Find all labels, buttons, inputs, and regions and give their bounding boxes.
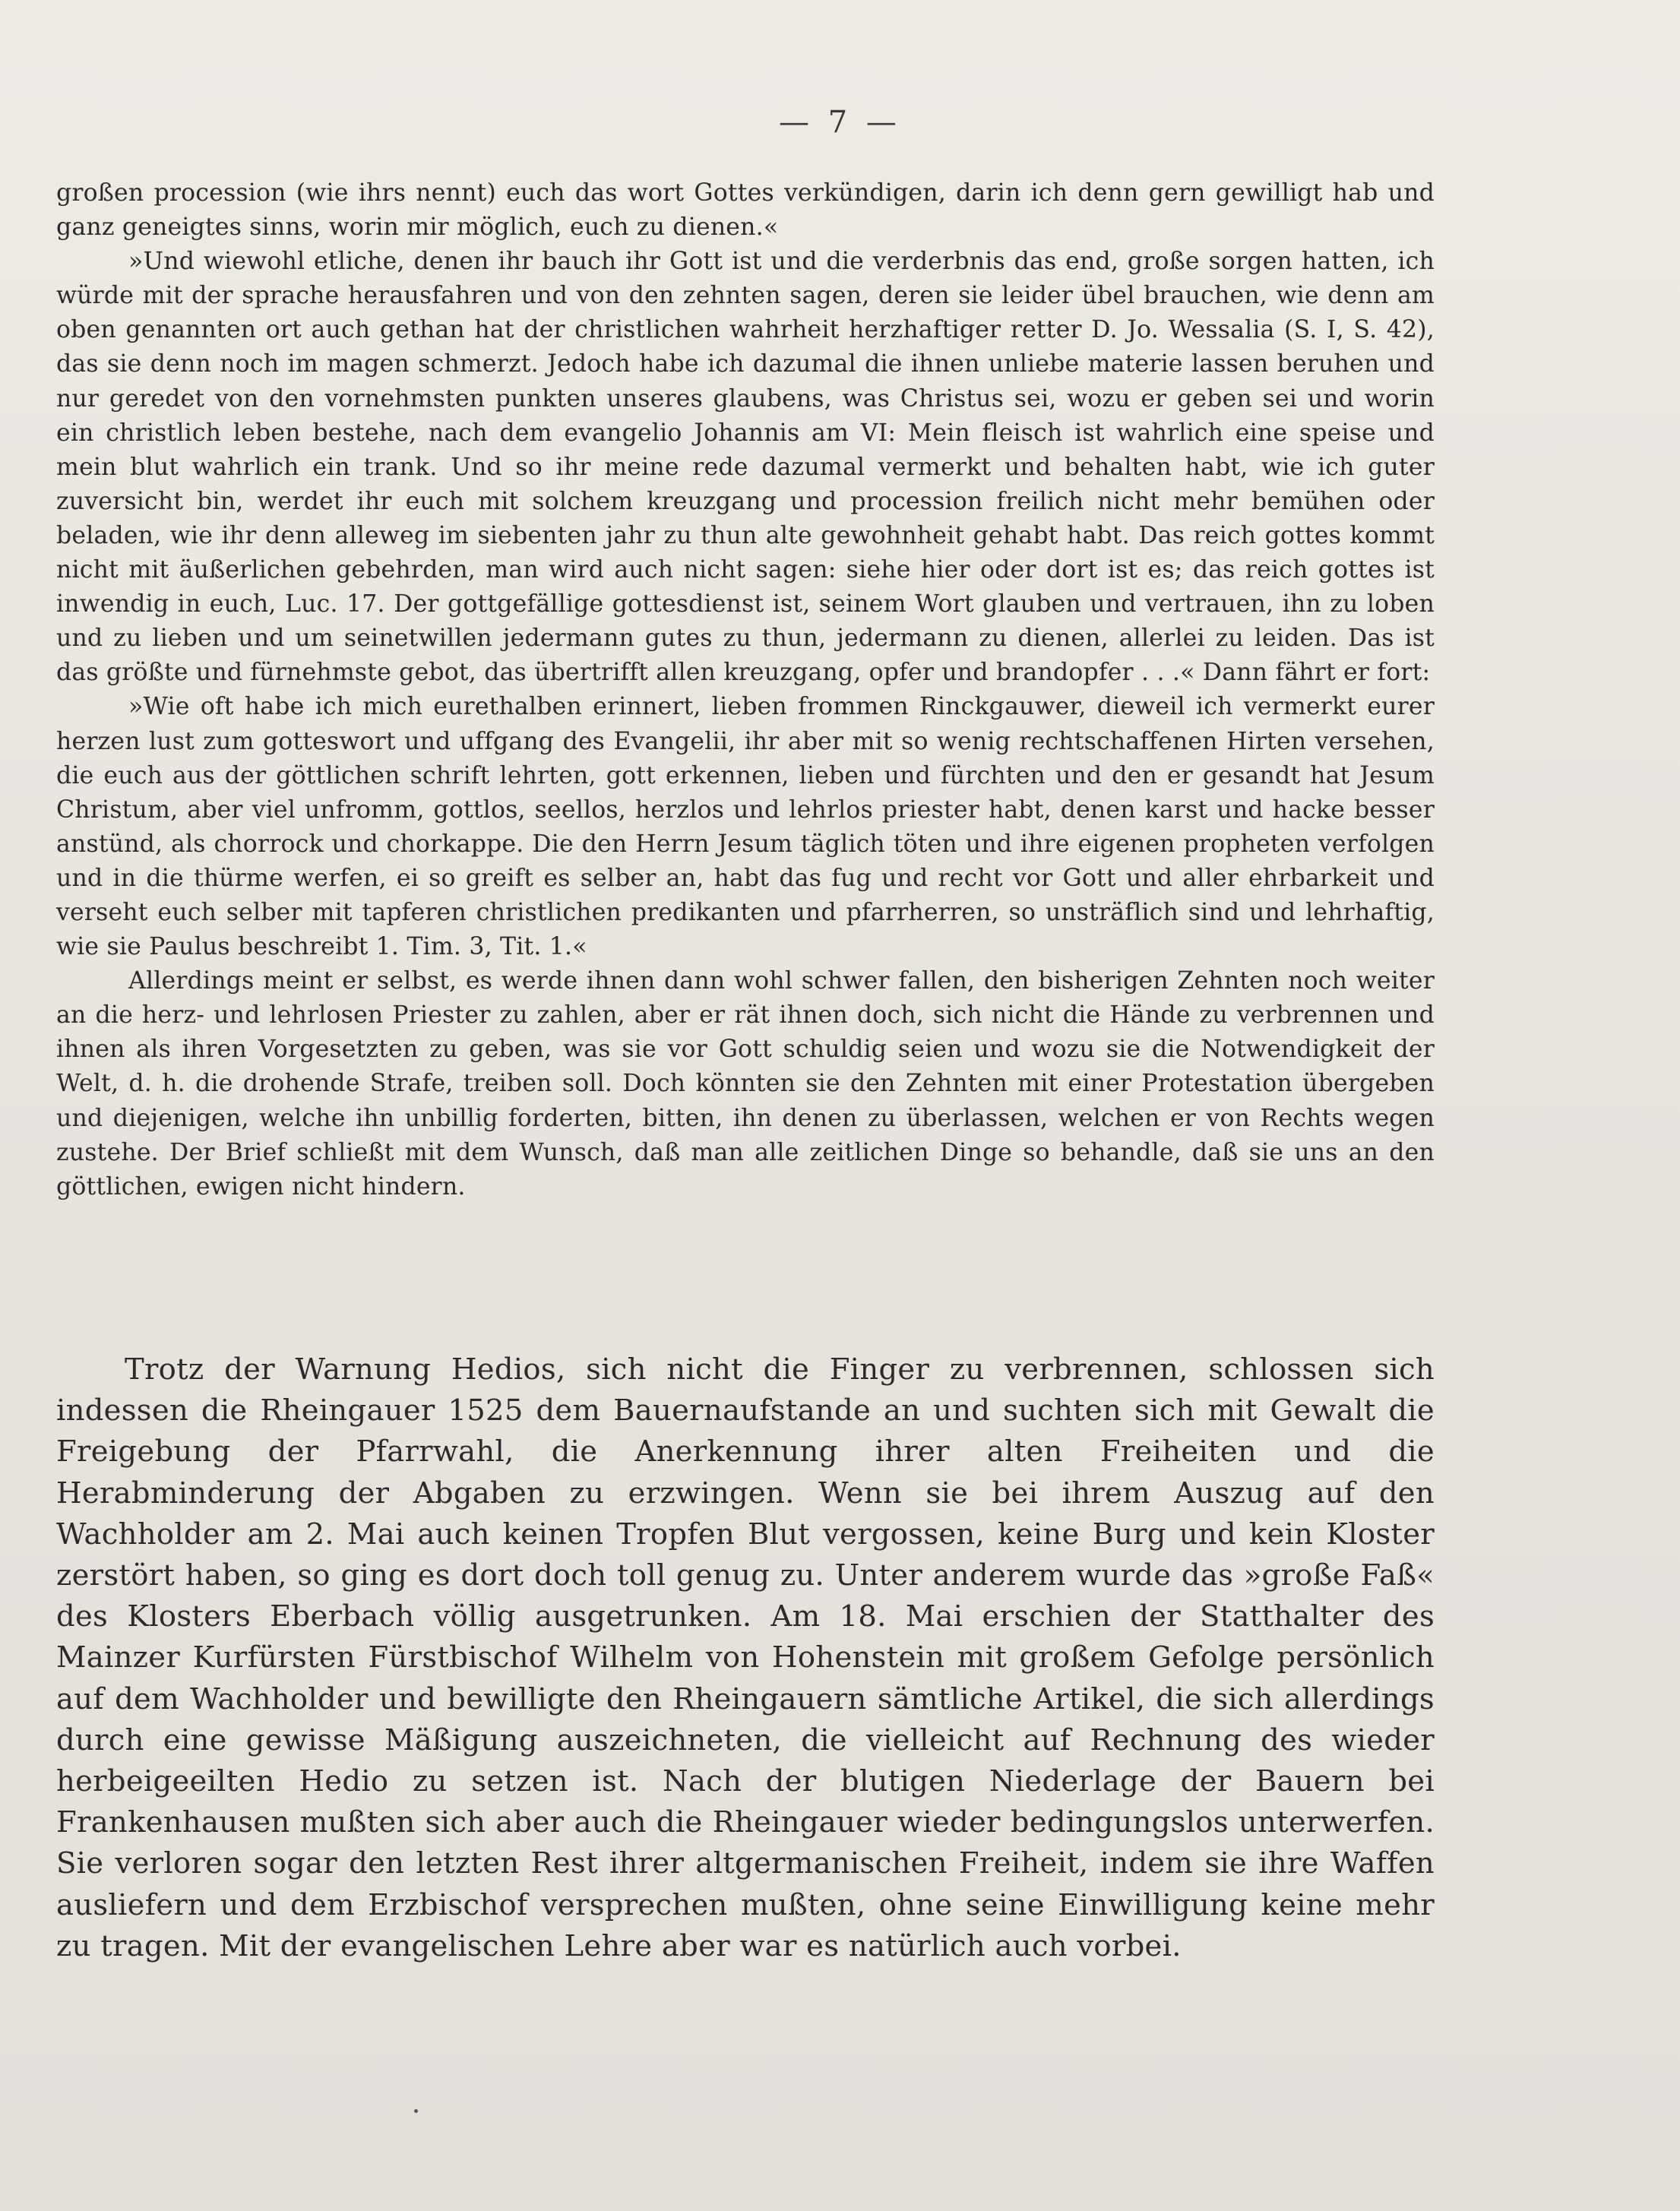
quoted-letter-block [56,176,1435,1204]
page-number: — 7 — [779,105,901,140]
main-paragraph-1: Trotz der Warnung Hedios, sich nicht die Finger zu verbrennen, schlossen sich indessen die Rheingauer 1525 dem Bauernaufstande an und suchten sich mit Gewalt die Freigebung der Pfarrwahl, die Anerkennung ihrer alten Freiheiten und die Herabminderung der Abgaben zu erzwingen. Wenn sie bei ihrem Auszug auf den Wachholder am 2. Mai auch keinen Tropfen Blut vergossen, keine Burg und kein Kloster zerstört haben, so ging es dort doch toll genug zu. Unter anderem wurde das »große Faß« des Klosters Eberbach völlig ausgetrunken. Am 18. Mai erschien der Statthalter des Mainzer Kurfürsten Fürstbischof Wilhelm von Hohenstein mit großem Gefolge persönlich auf dem Wachholder und bewilligte den Rheingauern sämtliche Artikel, die sich allerdings durch eine gewisse Mäßigung auszeichneten, die vielleicht auf Rechnung des wieder herbeigeeilten Hedio zu setzen ist. Nach der blutigen Niederlage der Bauern bei Frankenhausen mußten sich aber auch die Rheingauer wieder bedingungslos unterwerfen. Sie verloren sogar den letzten Rest ihrer altgermanischen Freiheit, indem sie ihre Waffen ausliefern und dem Erzbischof versprechen mußten, ohne seine Einwilligung keine mehr zu tragen. Mit der evangelischen Lehre aber war es natürlich auch vorbei. [56,1352,1435,1963]
print-speck [414,2109,418,2113]
main-text-block [56,1349,1435,1967]
quote-paragraph-3: »Wie oft habe ich mich eurethalben erinnert, lieben frommen Rinckgauwer, dieweil ich vermerkt eurer herzen lust zum gotteswort und uffgang des Evangelii, ihr aber mit so wenig rechtschaffenen Hirten versehen, die euch aus der göttlichen schrift lehrten, gott erkennen, lieben und fürchten und den er gesandt hat Jesum Christum, aber viel unfromm, gottlos, seellos, herzlos und lehrlos priester habt, denen karst und hacke besser anstünd, als chorrock und chorkappe. Die den Herrn Jesum täglich töten und ihre eigenen propheten verfolgen und in die thürme werfen, ei so greift es selber an, habt das fug und recht vor Gott und aller ehrbarkeit und verseht euch selber mit tapferen christlichen predikanten und pfarrherren, so unsträflich sind und lehrhaftig, wie sie Paulus beschreibt 1. Tim. 3, Tit. 1.« [56,693,1435,961]
quote-paragraph-2: »Und wiewohl etliche, denen ihr bauch ihr Gott ist und die verderbnis das end, große sorgen hatten, ich würde mit der sprache herausfahren und von den zehnten sagen, deren sie leider übel brauchen, wie denn am oben genannten ort auch gethan hat der christlichen wahrheit herzhaftiger retter D. Jo. Wessalia (S. I, S. 42), das sie denn noch im magen schmerzt. Jedoch habe ich dazumal die ihnen unliebe materie lassen beruhen und nur geredet von den vornehmsten punkten unseres glaubens, was Christus sei, wozu er geben sei und worin ein christlich leben bestehe, nach dem evangelio Johannis am VI: Mein fleisch ist wahrlich eine speise und mein blut wahrlich ein trank. Und so ihr meine rede dazumal vermerkt und behalten habt, wie ich guter zuversicht bin, werdet ihr euch mit solchem kreuzgang und procession freilich nicht mehr bemühen oder beladen, wie ihr denn alleweg im siebenten jahr zu thun alte gewohnheit gehabt habt. Das reich gottes kommt nicht mit äußerlichen gebehrden, man wird auch nicht sagen: siehe hier oder dort ist es; das reich gottes ist inwendig in euch, Luc. 17. Der gottgefällige gottesdienst ist, seinem Wort glauben und vertrauen, ihn zu loben und zu lieben und um seinetwillen jedermann gutes zu thun, jedermann zu dienen, allerlei zu leiden. Das ist das größte und fürnehmste gebot, das übertrifft allen kreuzgang, opfer und brandopfer . . .« Dann fährt er fort: [56,248,1435,687]
quote-paragraph-1: großen procession (wie ihrs nennt) euch das wort Gottes verkündigen, darin ich denn gern gewilligt hab und ganz geneigtes sinns, worin mir möglich, euch zu dienen.« [56,179,1435,242]
quote-paragraph-4: Allerdings meint er selbst, es werde ihnen dann wohl schwer fallen, den bisherigen Zehnten noch weiter an die herz- und lehrlosen Priester zu zahlen, aber er rät ihnen doch, sich nicht die Hände zu verbrennen und ihnen als ihren Vorgesetzten zu geben, was sie vor Gott schuldig seien und wozu sie die Notwendigkeit der Welt, d. h. die drohende Strafe, treiben soll. Doch könnten sie den Zehnten mit einer Protestation übergeben und diejenigen, welche ihn unbillig forderten, bitten, ihn denen zu überlassen, welchen er von Rechts wegen zustehe. Der Brief schließt mit dem Wunsch, daß man alle zeitlichen Dinge so behandle, daß sie uns an den göttlichen, ewigen nicht hindern. [56,967,1435,1200]
